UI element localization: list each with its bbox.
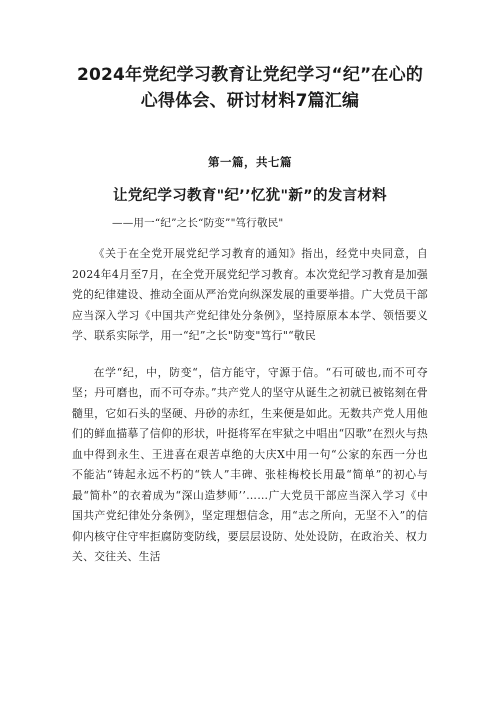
document-title: 2024年党纪学习教育让党纪学习“纪”在心的心得体会、研讨材料7篇汇编 [76, 65, 424, 111]
speech-title: 让党纪学习教育"纪’’忆犹"新”的发言材料 [113, 188, 387, 204]
body-paragraph-2: 在学“纪，中，防变“，信方能守，守源于信。“石可破也,而不可夺坚；丹可磨也，而不可夺赤。”共产党人的坚守从诞生之初就已被铭刻在骨髓里，它如石头的坚硬、丹砂的赤红，生来便是如此。无数共产党人用他们的鲜血描摹了信仰的形状，叶挺将军在牢狱之中唱出“囚歌”在烈火与热血中得到永生、王进喜在艰苦卓绝的大庆X中用一句“公家的东西一分也不能沾“铸起永远不朽的“铁人”丰碑、张桂梅校长用最“简单”的初心与最“简朴”的衣着成为“深山造梦师’’……广大党员干部应当深入学习《中国共产党纪律处分条例》，坚定理想信念，用“志之所向，无坚不入”的信仰内核守住守牢拒腐防变防线，要层层设防、处处设防，在政治关、权力关、交往关、生活 [72, 365, 428, 563]
speech-subtitle: ——用一“纪”之长“防变”"笃行敬民" [112, 217, 284, 229]
body-paragraph-1: 《关于在全党开展党纪学习教育的通知》指出，经党中央同意，自2024年4月至7月，在全党开展党纪学习教育。本次党纪学习教育是加强党的纪律建设、推动全面从严治党向纵深发展的重要举措。广大党员干部应当深入学习《中国共产党纪律处分条例》，坚持原原本本学、领悟要义学、联系实际学，用一“纪”之长"防变"笃行"“敬民 [72, 247, 428, 342]
section-label: 第一篇，共七篇 [208, 155, 292, 169]
